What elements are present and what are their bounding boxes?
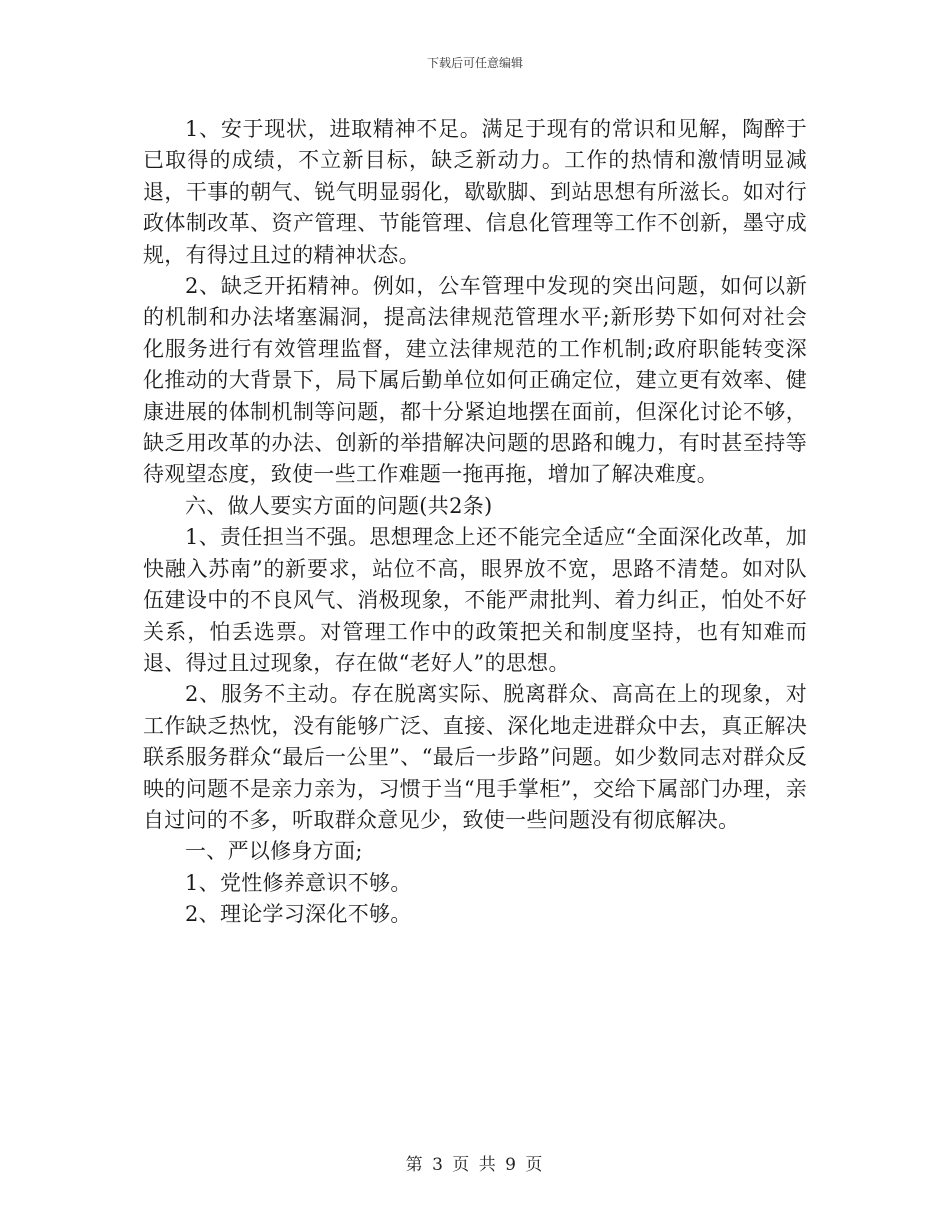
paragraph-4: 2、服务不主动。存在脱离实际、脱离群众、高高在上的现象，对工作缺乏热忱，没有能够广泛、直接、深化地走进群众中去，真正解决联系服务群众“最后一公里”、“最后一步路”问题。如少数同志对群众反映的问题不是亲力亲为，习惯于当“甩手掌柜”，交给下属部门办理，亲自过问的不多，听取群众意见少，致使一些问题没有彻底解决。 [143,682,807,832]
list-item-1: 1、党性修养意识不够。 [185,870,412,895]
page-footer: 第 3 页 共 9 页 [405,1155,545,1175]
paragraph-1: 1、安于现状，进取精神不足。满足于现有的常识和见解，陶醉于已取得的成绩，不立新目标，缺乏新动力。工作的热情和激情明显减退，干事的朝气、锐气明显弱化，歇歇脚、到站思想有所滋长。如对行政体制改革、资产管理、节能管理、信息化管理等工作不创新，墨守成规，有得过且过的精神状态。 [143,117,807,267]
paragraph-2: 2、缺乏开拓精神。例如，公车管理中发现的突出问题，如何以新的机制和办法堵塞漏洞，提高法律规范管理水平;新形势下如何对社会化服务进行有效管理监督，建立法律规范的工作机制;政府职能转变深化推动的大背景下，局下属后勤单位如何正确定位，建立更有效率、健康进展的体制机制等问题，都十分紧迫地摆在面前，但深化讨论不够，缺乏用改革的办法、创新的举措解决问题的思路和魄力，有时甚至持等待观望态度，致使一些工作难题一拖再拖，增加了解决难度。 [143,274,807,487]
list-item-2: 2、理论学习深化不够。 [185,902,412,927]
section-heading-6: 六、做人要实方面的问题(共2条) [185,493,493,518]
document-body [143,114,807,931]
page-header: 下载后可任意编辑 [426,56,523,70]
section-heading-1: 一、严以修身方面; [185,839,363,864]
paragraph-3: 1、责任担当不强。思想理念上还不能完全适应“全面深化改革，加快融入苏南”的新要求，站位不高，眼界放不宽，思路不清楚。如对队伍建设中的不良风气、消极现象，不能严肃批判、着力纠正，怕处不好关系，怕丢选票。对管理工作中的政策把关和制度坚持，也有知难而退、得过且过现象，存在做“老好人”的思想。 [143,525,807,675]
